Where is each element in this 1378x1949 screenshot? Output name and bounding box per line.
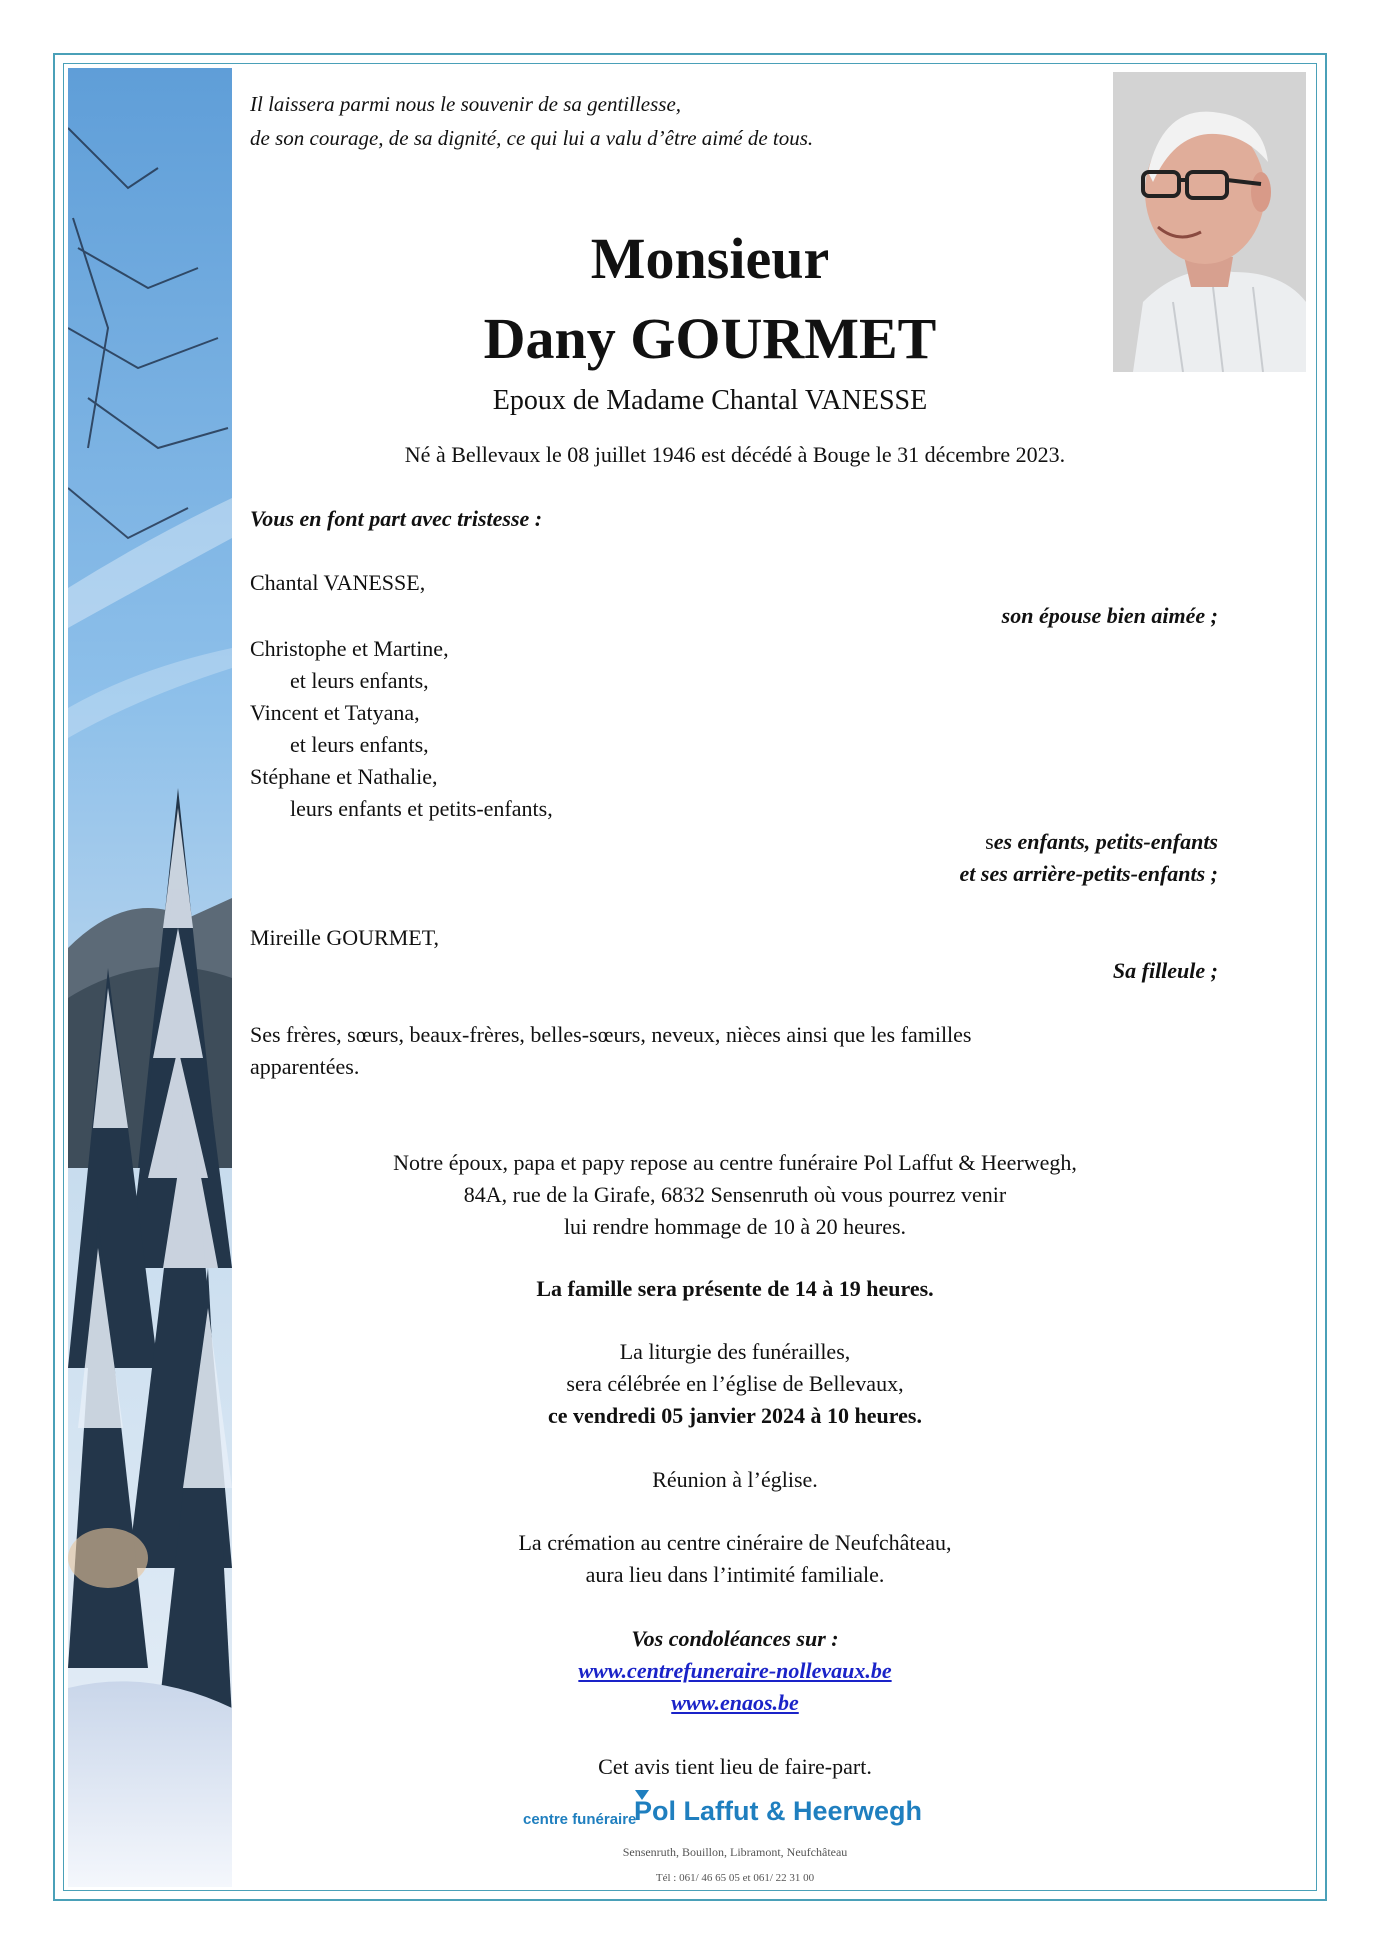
logo-phone: Tél : 061/ 46 65 05 et 061/ 22 31 00 <box>655 1872 815 1884</box>
winter-forest-image <box>68 68 232 1887</box>
repose-line-2: 84A, rue de la Girafe, 6832 Sensenruth où vous pourrez venir <box>463 1182 1007 1207</box>
condolences-link-1[interactable]: www.centrefuneraire-nollevaux.be <box>578 1658 892 1683</box>
others-line-2: apparentées. <box>250 1054 360 1079</box>
grandchildren-role: et ses arrière-petits-enfants ; <box>959 861 1218 886</box>
logo-brand: Pol Laffut & Heerwegh <box>634 1796 923 1826</box>
deceased-name: Dany GOURMET <box>483 306 937 371</box>
cremation-line-2: aura lieu dans l’intimité familiale. <box>585 1562 885 1587</box>
quote-line-2: de son courage, de sa dignité, ce qui lui a valu d’être aimé de tous. <box>250 126 814 150</box>
quote-line-1: Il laissera parmi nous le souvenir de sa gentillesse, <box>250 92 682 116</box>
spouse-line: Epoux de Madame Chantal VANESSE <box>492 385 928 416</box>
children-role-s: s <box>985 829 994 854</box>
meeting: Réunion à l’église. <box>652 1467 818 1492</box>
liturgy-line-1: La liturgie des funérailles, <box>619 1339 851 1364</box>
spouse-role: son épouse bien aimée ; <box>1001 603 1218 628</box>
goddaughter-name: Mireille GOURMET, <box>250 925 440 950</box>
liturgy-date: ce vendredi 05 janvier 2024 à 10 heures. <box>548 1403 922 1428</box>
child-1: Christophe et Martine, <box>250 636 449 661</box>
birth-death-dates: Né à Bellevaux le 08 juillet 1946 est décédé à Bouge le 31 décembre 2023. <box>404 442 1066 467</box>
others-line-1: Ses frères, sœurs, beaux-frères, belles-sœurs, neveux, nièces ainsi que les familles <box>250 1022 972 1047</box>
goddaughter-role: Sa filleule ; <box>1112 958 1218 983</box>
condolences-heading: Vos condoléances sur : <box>631 1626 839 1651</box>
repose-line-3: lui rendre hommage de 10 à 20 heures. <box>563 1214 907 1239</box>
condolences-link-1-row <box>250 1658 1220 1684</box>
child-2: Vincent et Tatyana, <box>250 700 420 725</box>
liturgy-line-2: sera célébrée en l’église de Bellevaux, <box>566 1371 904 1396</box>
condolences-link-2[interactable]: www.enaos.be <box>671 1690 799 1715</box>
child-3-sub: leurs enfants et petits-enfants, <box>290 796 553 821</box>
children-role-rest: es enfants, petits-enfants <box>993 829 1218 854</box>
spouse-name: Chantal VANESSE, <box>250 570 426 595</box>
family-presence: La famille sera présente de 14 à 19 heures. <box>536 1276 934 1301</box>
deceased-title: Monsieur <box>590 226 830 291</box>
logo-prefix: centre funéraire <box>523 1811 637 1828</box>
notice: Cet avis tient lieu de faire-part. <box>598 1754 872 1779</box>
cremation-line-1: La crémation au centre cinéraire de Neufchâteau, <box>518 1530 952 1555</box>
logo-locations: Sensenruth, Bouillon, Libramont, Neufchâteau <box>622 1845 848 1859</box>
child-1-sub: et leurs enfants, <box>290 668 429 693</box>
announcement: Vous en font part avec tristesse : <box>250 506 543 531</box>
child-3: Stéphane et Nathalie, <box>250 764 438 789</box>
child-2-sub: et leurs enfants, <box>290 732 429 757</box>
condolences-link-2-row <box>250 1690 1220 1716</box>
children-role <box>700 829 1218 855</box>
repose-line-1: Notre époux, papa et papy repose au centre funéraire Pol Laffut & Heerwegh, <box>393 1150 1077 1175</box>
